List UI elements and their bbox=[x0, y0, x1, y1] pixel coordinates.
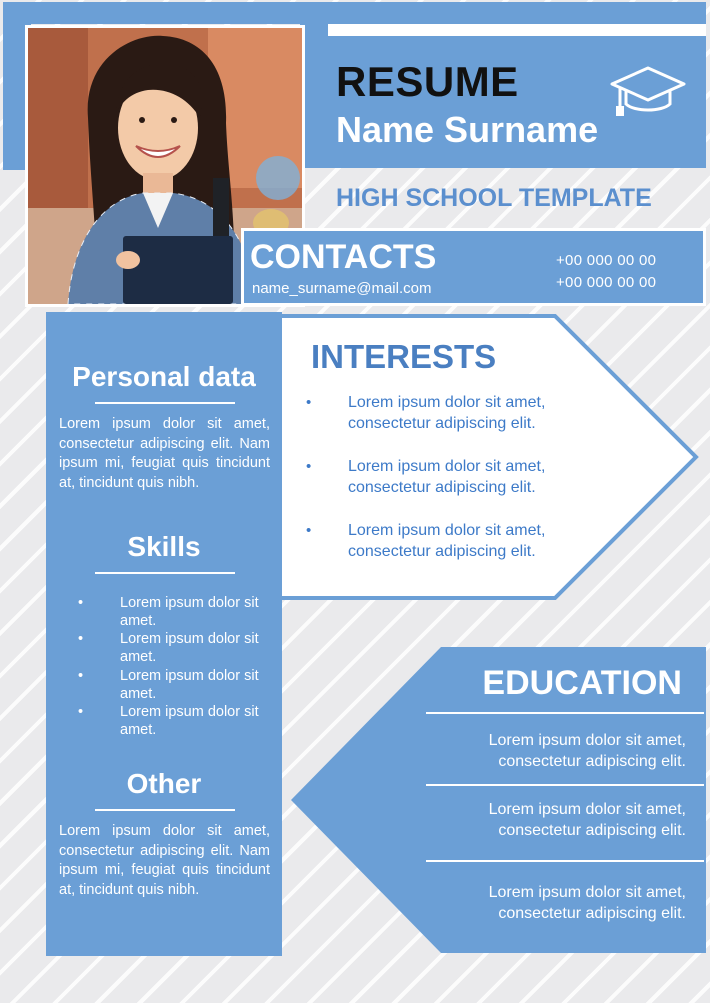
interest-text: Lorem ipsum dolor sit amet, consectetur adipiscing elit. bbox=[348, 394, 546, 432]
education-item: Lorem ipsum dolor sit amet, consectetur adipiscing elit. bbox=[488, 732, 686, 770]
skill-text: Lorem ipsum dolor sit amet. bbox=[120, 631, 259, 665]
name-heading: Name Surname bbox=[336, 109, 599, 150]
interest-text: Lorem ipsum dolor sit amet, consectetur adipiscing elit. bbox=[348, 458, 546, 496]
bullet-icon: • bbox=[306, 458, 312, 475]
bullet-icon: • bbox=[78, 631, 84, 647]
header-white-line bbox=[328, 24, 706, 36]
bullet-icon: • bbox=[78, 668, 84, 684]
personal-data-title: Personal data bbox=[72, 361, 256, 392]
contacts-title: CONTACTS bbox=[250, 238, 437, 276]
education-title: EDUCATION bbox=[482, 664, 682, 702]
interest-text: Lorem ipsum dolor sit amet, consectetur adipiscing elit. bbox=[348, 522, 546, 560]
personal-data-text: Lorem ipsum dolor sit amet, consectetur adipiscing elit. Nam ipsum mi, feugiat quis tincidunt at, tincidunt quis nibh. bbox=[59, 416, 270, 491]
section-divider bbox=[426, 860, 704, 862]
contact-phone[interactable]: +00 000 00 00 bbox=[556, 274, 657, 291]
section-divider bbox=[95, 402, 235, 404]
skill-text: Lorem ipsum dolor sit amet. bbox=[120, 595, 259, 629]
section-divider bbox=[426, 784, 704, 786]
bullet-icon: • bbox=[78, 704, 84, 720]
interests-title: INTERESTS bbox=[311, 338, 497, 375]
education-item: Lorem ipsum dolor sit amet, consectetur adipiscing elit. bbox=[488, 884, 686, 922]
other-text: Lorem ipsum dolor sit amet, consectetur adipiscing elit. Nam ipsum mi, feugiat quis tincidunt at, tincidunt quis nibh. bbox=[59, 823, 270, 898]
section-divider bbox=[95, 572, 235, 574]
section-divider bbox=[426, 712, 704, 714]
contact-email[interactable]: name_surname@mail.com bbox=[252, 280, 432, 297]
education-item: Lorem ipsum dolor sit amet, consectetur adipiscing elit. bbox=[488, 801, 686, 839]
skill-text: Lorem ipsum dolor sit amet. bbox=[120, 668, 259, 702]
bullet-icon: • bbox=[306, 522, 312, 539]
template-subtitle: HIGH SCHOOL TEMPLATE bbox=[336, 184, 652, 212]
contact-phone[interactable]: +00 000 00 00 bbox=[556, 252, 657, 269]
section-divider bbox=[95, 809, 235, 811]
skills-title: Skills bbox=[127, 531, 201, 562]
bullet-icon: • bbox=[306, 394, 312, 411]
bullet-icon: • bbox=[78, 595, 84, 611]
other-title: Other bbox=[126, 768, 202, 799]
resume-title: RESUME bbox=[336, 58, 519, 105]
skill-text: Lorem ipsum dolor sit amet. bbox=[120, 704, 259, 738]
graduation-cap-icon bbox=[606, 60, 688, 120]
